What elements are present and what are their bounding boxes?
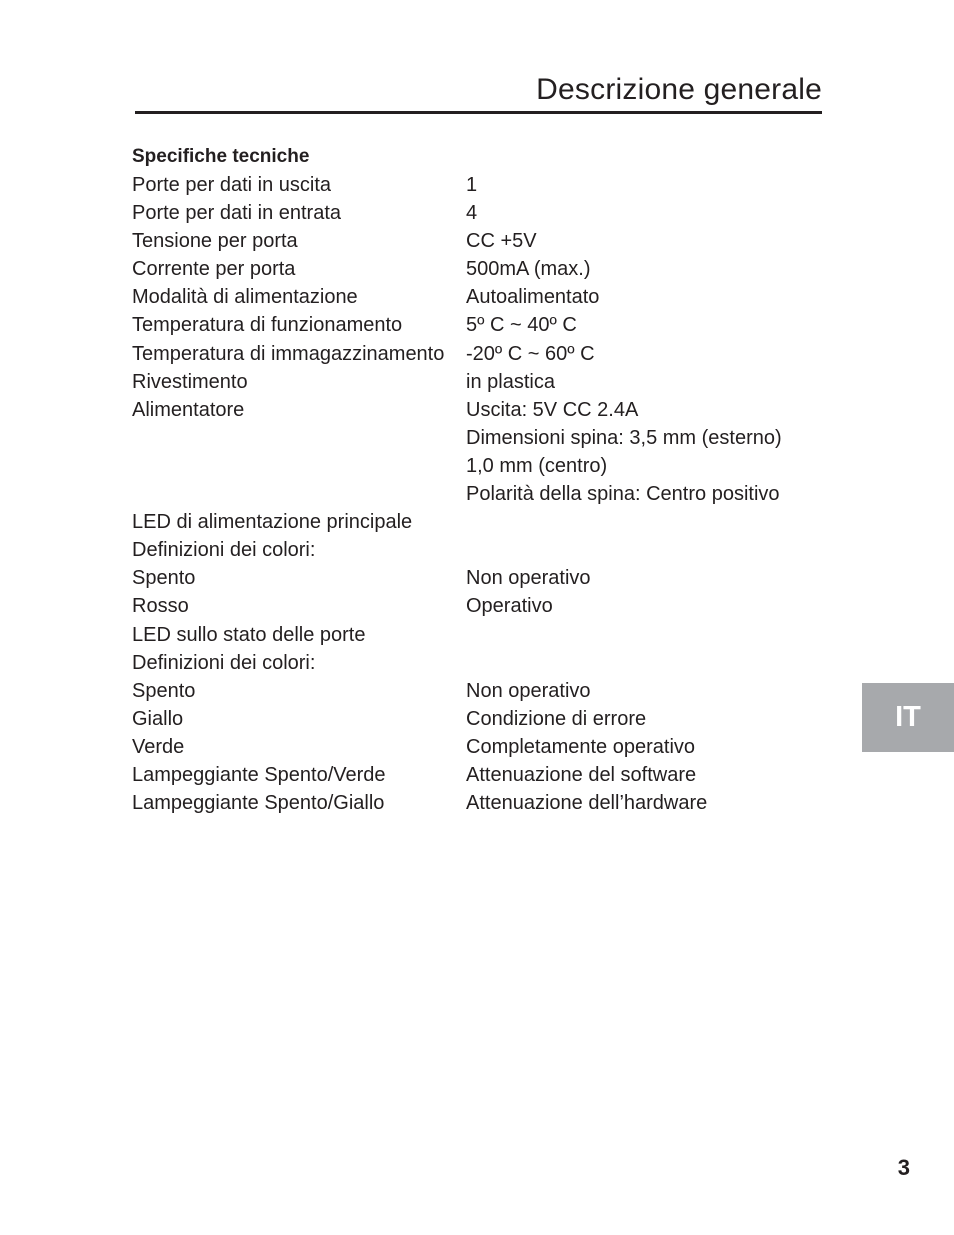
spec-row (132, 283, 600, 311)
spec-row (132, 199, 478, 227)
language-tab: IT (862, 683, 954, 752)
spec-label: Rivestimento (132, 370, 248, 393)
spec-row (132, 227, 537, 255)
spec-row (132, 592, 553, 620)
spec-row (132, 733, 696, 761)
spec-label: Tensione per porta (132, 230, 298, 253)
spec-label: Modalità di alimentazione (132, 286, 358, 309)
specifications-section (132, 143, 782, 817)
spec-value: Non operativo (466, 567, 591, 590)
spec-label: Rosso (132, 595, 189, 618)
spec-label: Lampeggiante Spento/Verde (132, 763, 386, 786)
page-number: 3 (897, 1155, 910, 1180)
spec-row (132, 396, 639, 424)
spec-label: Giallo (132, 707, 184, 730)
specifications-heading: Specifiche tecniche (132, 146, 310, 167)
spec-label: Spento (132, 679, 196, 702)
specifications-list (132, 171, 782, 817)
spec-row (132, 255, 591, 283)
spec-row (132, 789, 708, 817)
spec-value: Non operativo (466, 679, 591, 702)
spec-value: Operativo (466, 595, 553, 618)
spec-label: LED sullo stato delle porte (132, 623, 366, 646)
spec-value: Dimensioni spina: 3,5 mm (esterno) (466, 426, 782, 449)
spec-row (132, 171, 478, 199)
spec-row (132, 368, 555, 396)
spec-row (132, 480, 780, 508)
spec-value: Attenuazione dell’hardware (466, 792, 708, 815)
spec-label: Porte per dati in uscita (132, 174, 331, 196)
spec-row (132, 424, 782, 452)
spec-label: Corrente per porta (132, 258, 296, 281)
title-divider (135, 111, 822, 114)
spec-label: Spento (132, 567, 196, 590)
spec-label: Porte per dati in entrata (132, 202, 342, 225)
spec-label: Alimentatore (132, 398, 245, 421)
spec-row (132, 677, 591, 705)
spec-value: Attenuazione del software (466, 763, 697, 786)
spec-row (132, 705, 647, 733)
spec-value: Condizione di errore (466, 707, 647, 730)
spec-label: Temperatura di funzionamento (132, 314, 403, 337)
spec-row (132, 311, 577, 339)
spec-row (132, 536, 316, 564)
spec-value: 5º C ~ 40º C (466, 314, 577, 337)
spec-label: Verde (132, 735, 185, 758)
spec-row (132, 621, 366, 649)
spec-row (132, 452, 608, 480)
spec-value: Polarità della spina: Centro positivo (466, 483, 780, 506)
spec-label: Definizioni dei colori: (132, 651, 316, 674)
spec-value: in plastica (466, 370, 555, 393)
spec-value: 4 (466, 202, 478, 225)
page-title: Descrizione generale (536, 73, 822, 106)
spec-row (132, 761, 697, 789)
spec-value: Completamente operativo (466, 735, 696, 758)
spec-value: 1 (466, 174, 478, 196)
spec-row (132, 649, 316, 677)
spec-row (132, 508, 413, 536)
spec-row (132, 564, 591, 592)
spec-value: CC +5V (466, 230, 537, 253)
spec-value: -20º C ~ 60º C (466, 342, 595, 365)
spec-value: 1,0 mm (centro) (466, 454, 608, 477)
spec-row (132, 340, 595, 368)
spec-value: Uscita: 5V CC 2.4A (466, 398, 639, 421)
spec-value: 500mA (max.) (466, 258, 591, 281)
spec-value: Autoalimentato (466, 286, 600, 309)
spec-label: Lampeggiante Spento/Giallo (132, 792, 385, 815)
spec-label: Definizioni dei colori: (132, 539, 316, 562)
spec-label: LED di alimentazione principale (132, 511, 413, 534)
spec-label: Temperatura di immagazzinamento (132, 342, 445, 365)
